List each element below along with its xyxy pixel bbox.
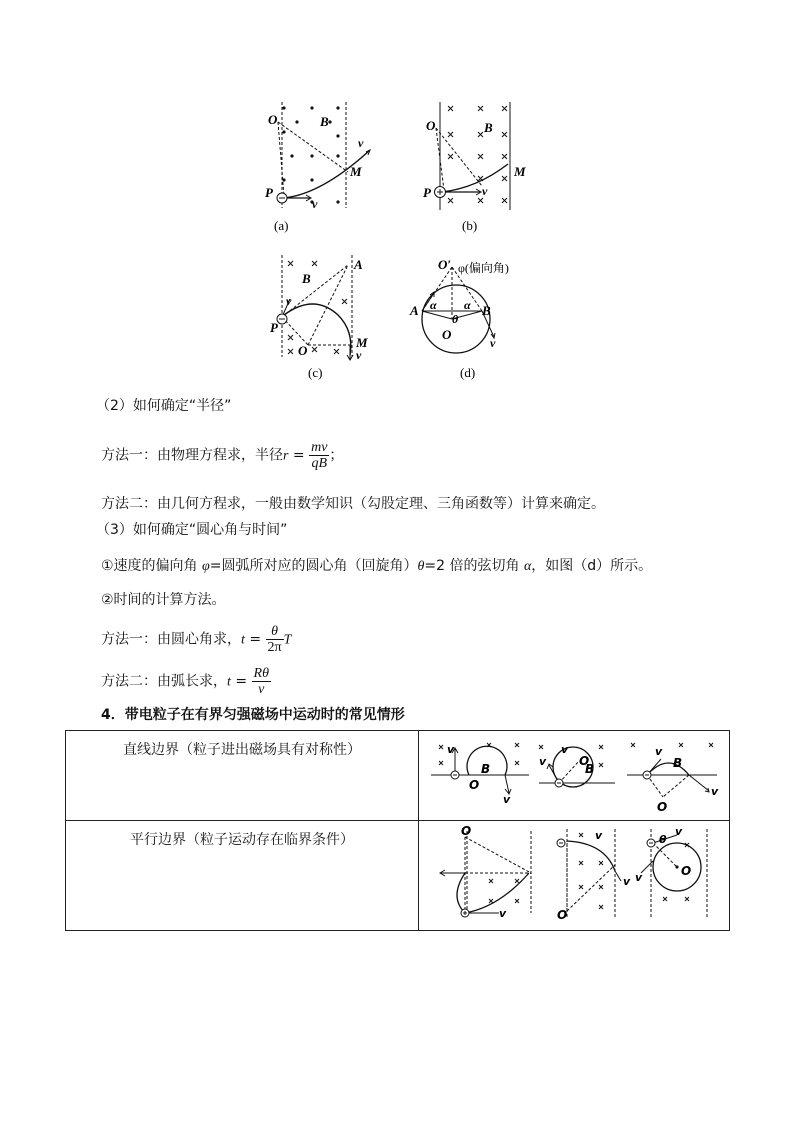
svg-text:v: v [675, 825, 683, 838]
svg-text:θ: θ [659, 833, 667, 846]
svg-text:v: v [561, 743, 569, 756]
svg-text:O: O [579, 754, 590, 768]
caption-a: (a) [274, 218, 289, 233]
svg-text:v: v [595, 829, 603, 842]
label-theta: θ [452, 312, 459, 326]
fraction-mv-qB: $\frac{mv}{qB}$ [311, 440, 328, 471]
label-P: P [265, 185, 273, 200]
svg-text:O: O [657, 800, 668, 814]
label-B: B [484, 120, 493, 135]
label-B: B [482, 303, 491, 318]
fraction-theta-2pi: $\frac{\theta}{2\pi}$ [267, 624, 282, 655]
svg-text:O: O [681, 864, 692, 878]
svg-text:O: O [469, 778, 480, 792]
label-phi: φ(偏向角) [458, 261, 509, 275]
label-v-bottom: v [356, 348, 362, 362]
row-figures [419, 731, 730, 821]
label-v: v [482, 184, 488, 198]
t1-line: 方法一：由圆心角求，t = $\frac{\theta}{2\pi}$ T [101, 624, 292, 655]
svg-text:B: B [481, 762, 491, 776]
svg-text:v: v [499, 907, 507, 920]
boundary-cases-table [65, 730, 730, 931]
figure-a [262, 102, 362, 237]
row-description: 平行边界（粒子运动存在临界条件） [66, 821, 419, 931]
svg-text:v: v [635, 871, 643, 884]
method1-line [101, 440, 343, 471]
time-method-line: ②时间的计算方法。 [101, 592, 226, 608]
caption-d: (d) [460, 365, 476, 380]
section4-heading: 4．带电粒子在有界匀强磁场中运动时的常见情形 [101, 707, 405, 723]
label-O: O [268, 112, 278, 127]
label-O-prime: O′ [438, 257, 452, 272]
svg-text:O: O [461, 824, 472, 838]
label-M: M [514, 164, 526, 179]
label-v-left: v [286, 294, 292, 308]
label-v: v [490, 336, 496, 350]
label-v-bottom: v [312, 197, 318, 211]
angle-heading: （3）如何确定“圆心角与时间” [96, 522, 288, 538]
table-row [66, 731, 730, 821]
label-M: M [350, 164, 362, 179]
label-B: B [302, 271, 311, 286]
svg-text:v: v [503, 793, 511, 806]
svg-text:B: B [673, 756, 683, 770]
svg-text:v: v [623, 875, 631, 888]
label-v-top: v [358, 136, 364, 150]
row-description: 直线边界（粒子进出磁场具有对称性） [66, 731, 419, 821]
eq-sign: = [288, 447, 310, 464]
label-alpha-left: α [430, 298, 437, 312]
label-A: A [410, 303, 419, 318]
method2-line: 方法二：由几何方程求，一般由数学知识（勾股定理、三角函数等）计算来确定。 [101, 496, 605, 512]
radius-heading: （2）如何确定“半径” [96, 398, 232, 414]
label-A: A [354, 257, 363, 272]
svg-text:O: O [557, 908, 568, 922]
method1-suffix: ； [329, 447, 344, 464]
label-M: M [356, 335, 368, 350]
label-O: O [426, 118, 436, 133]
figure-c [268, 255, 378, 385]
deflection-line: ①速度的偏向角 φ=圆弧所对应的圆心角（回旋角）θ=2 倍的弦切角 α，如图（d）所示。 [101, 558, 653, 574]
t2-line: 方法二：由弧长求，t = $\frac{R\theta}{v}$ [101, 666, 269, 697]
fraction-Rtheta-v: $\frac{R\theta}{v}$ [253, 666, 269, 697]
label-P: P [270, 320, 278, 335]
svg-text:B: B [585, 762, 595, 776]
figure-d [408, 255, 538, 385]
table-row [66, 821, 730, 931]
svg-text:v: v [447, 743, 455, 756]
caption-c: (c) [308, 365, 323, 380]
label-O: O [442, 327, 452, 342]
caption-b: (b) [462, 218, 478, 233]
label-P: P [423, 185, 431, 200]
var-r: r [283, 448, 289, 464]
label-O: O [298, 343, 308, 358]
svg-text:v: v [655, 745, 663, 758]
svg-text:v: v [711, 785, 719, 798]
svg-text:v: v [539, 755, 547, 768]
label-alpha-right: α [464, 298, 471, 312]
method1-prefix: 方法一：由物理方程求，半径 [101, 447, 283, 464]
row-figures [419, 821, 730, 931]
label-B: B [320, 114, 329, 129]
figure-b [422, 102, 532, 237]
